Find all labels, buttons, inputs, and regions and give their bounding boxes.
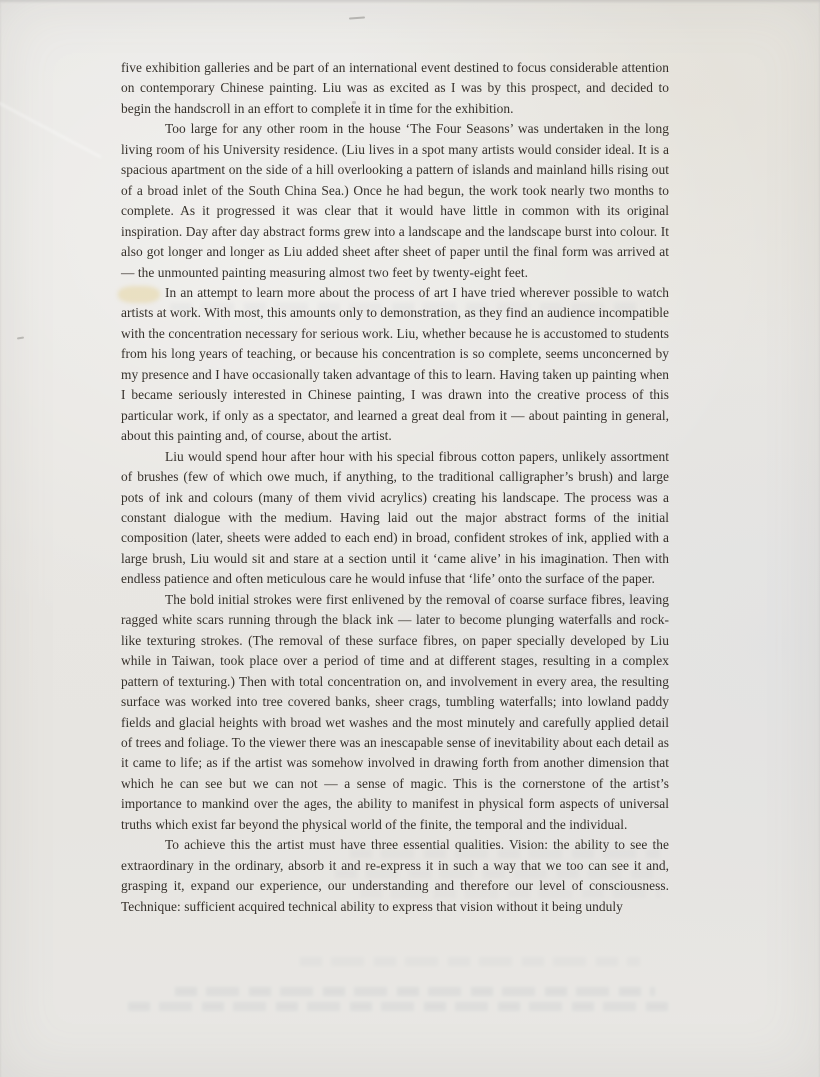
- bleed-through-line: [175, 987, 655, 996]
- paragraph: Too large for any other room in the house ‘The Four Seasons’ was undertaken in the long living room of his University residence. (Liu lives in a spot many artists would consider ideal. It is a spacious apartment on the side of a hill overlooking a pattern of islands and mainland hills rising out of a broad inlet of the South China Sea.) Once he had begun, the work took nearly two months to complete. As it progressed it was clear that it would have little in common with its original inspiration. Day after day abstract forms grew into a landscape and the landscape burst into colour. It also got longer and longer as Liu added sheet after sheet of paper until the final form was arrived at — the unmounted painting measuring almost two feet by twenty-eight feet.: [121, 121, 669, 280]
- paper-crease: [0, 100, 101, 158]
- paragraph: The bold initial strokes were first enlivened by the removal of coarse surface fibres, leaving ragged white scars running through the black ink — later to become plunging waterfalls and rock-like texturing strokes. (The removal of these surface fibres, on paper specially developed by Liu while in Taiwan, took place over a period of time and at different stages, resulting in a complex pattern of texturing.) Then with total concentration on, and involvement in every area, the resulting surface was worked into tree covered banks, sheer crags, tumbling waterfalls; into lowland paddy fields and glacial heights with broad wet washes and the most minutely and carefully applied detail of trees and foliage. To the viewer there was an inescapable sense of inevitability about each detail as it came to life; as if the artist was somehow involved in drawing forth from another dimension that which he can see but we can not — a sense of magic. This is the cornerstone of the artist’s importance to mankind over the ages, the ability to manifest in physical form aspects of universal truths which exist far beyond the physical world of the finite, the temporal and the individual.: [121, 591, 669, 832]
- scan-mark-top: [349, 16, 365, 19]
- scan-mark-left-margin: [17, 337, 24, 340]
- paragraph: Liu would spend hour after hour with his special fibrous cotton papers, unlikely assortment of brushes (few of which owe much, if anything, to the traditional calligrapher’s brush) and large pots of ink and colours (many of them vivid acrylics) creating his landscape. The process was a constant dialogue with the medium. Having laid out the major abstract forms of the initial composition (later, sheets were added to each end) in broad, confident strokes of ink, applied with a large brush, Liu would sit and stare at a section until it ‘came alive’ in his imagination. Then with endless patience and often meticulous care he would infuse that ‘life’ onto the surface of the paper.: [121, 448, 669, 587]
- bleed-through-line: [300, 957, 640, 966]
- paragraph: To achieve this the artist must have three essential qualities. Vision: the ability to see the extraordinary in the ordinary, absorb it and re-express it in such a way that we too can see it and, grasping it, expand our experience, our understanding and therefore our level of consciousness. Technique: sufficient acquired technical ability to express that vision without it being unduly: [121, 837, 669, 914]
- bleed-through-line: [128, 1002, 668, 1011]
- paragraph: In an attempt to learn more about the process of art I have tried wherever possible to watch artists at work. With most, this amounts only to demonstration, as they find an audience incompatible with the concentration necessary for serious work. Liu, whether because he is accustomed to students from his long years of teaching, or because his concentration is so complete, seems unconcerned by my presence and I have occasionally taken advantage of this to learn. Having taken up painting when I became seriously interested in Chinese painting, I was drawn into the creative process of this particular work, if only as a spectator, and learned a great deal from it — about painting in general, about this painting and, of course, about the artist.: [121, 284, 669, 444]
- paragraph: five exhibition galleries and be part of an international event destined to focus considerable attention on contemporary Chinese painting. Liu was as excited as I was by this prospect, and decided to begin the handscroll in an effort to complete it in time for the exhibition.: [121, 60, 669, 116]
- text-column: [121, 58, 669, 917]
